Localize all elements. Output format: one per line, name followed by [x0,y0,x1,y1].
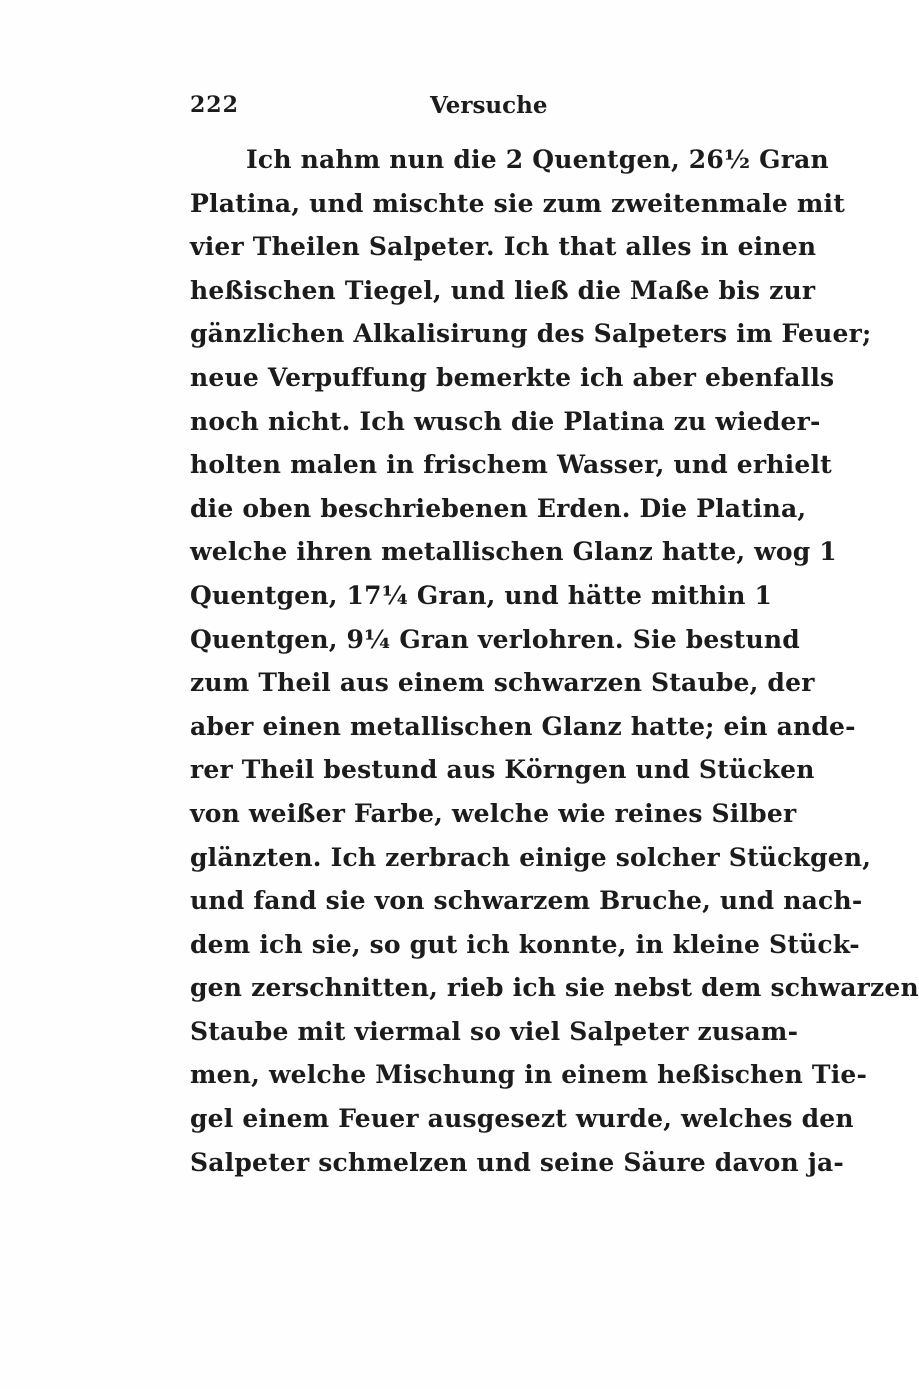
text-line: Ich nahm nun die 2 Quentgen, 26½ Gran [246,145,829,174]
running-head: Versuche [430,92,548,119]
text-line: zum Theil aus einem schwarzen Staube, der [190,668,815,698]
text-line: Salpeter schmelzen und seine Säure davon ja- [190,1147,844,1177]
text-line: vier Theilen Salpeter. Ich that alles in einen [190,232,817,262]
text-line: Platina, und mischte sie zum zweitenmale mit [190,188,845,218]
text-line: heßischen Tiegel, und ließ die Maße bis zur [190,275,816,305]
body-text [190,138,919,1184]
text-line: men, welche Mischung in einem heßischen Tie- [190,1060,868,1090]
text-line: holten malen in frischem Wasser, und erhielt [190,450,832,480]
text-line: Quentgen, 17¼ Gran, und hätte mithin 1 [190,580,773,610]
text-line: gen zerschnitten, rieb ich sie nebst dem schwarzen [190,973,919,1003]
text-line: rer Theil bestund aus Körngen und Stücken [190,755,815,785]
text-line: glänzten. Ich zerbrach einige solcher Stückgen, [190,842,872,872]
text-line: Quentgen, 9¼ Gran verlohren. Sie bestund [190,624,800,654]
text-line: die oben beschriebenen Erden. Die Platina, [190,493,807,523]
text-line: und fand sie von schwarzem Bruche, und nach- [190,886,863,916]
text-line: dem ich sie, so gut ich konnte, in kleine Stück- [190,929,860,959]
page-number: 222 [190,92,239,118]
text-line: gänzlichen Alkalisirung des Salpeters im Feuer; [190,319,872,349]
page-header [190,92,660,128]
text-line: Staube mit viermal so viel Salpeter zusam- [190,1016,799,1046]
text-line: von weißer Farbe, welche wie reines Silber [190,798,797,828]
text-line: aber einen metallischen Glanz hatte; ein ande- [190,711,856,741]
text-line: gel einem Feuer ausgesezt wurde, welches den [190,1104,854,1134]
text-line: neue Verpuffung bemerkte ich aber ebenfalls [190,362,835,392]
text-line: noch nicht. Ich wusch die Platina zu wieder- [190,406,821,436]
text-line: welche ihren metallischen Glanz hatte, wog 1 [190,537,837,567]
